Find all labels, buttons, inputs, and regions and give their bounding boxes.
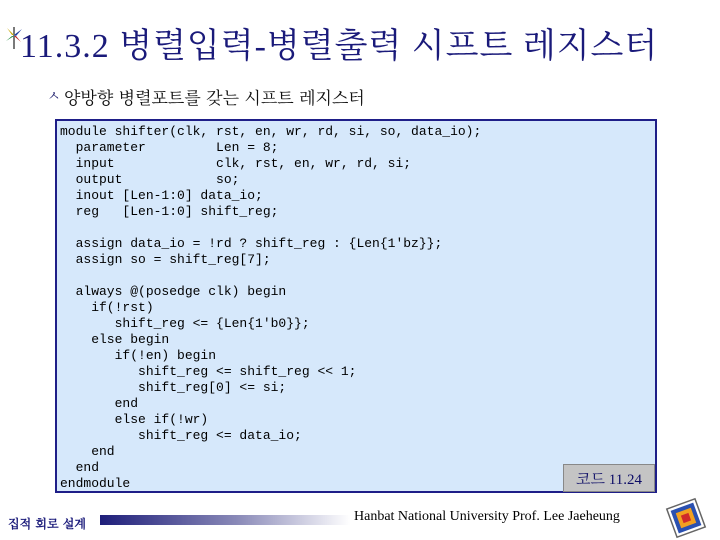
- footer-divider: [100, 515, 350, 525]
- code-line: parameter Len = 8;: [60, 140, 279, 155]
- slide-title: 11.3.2 병렬입력-병렬출력 시프트 레지스터: [20, 28, 659, 65]
- code-line: else begin: [60, 332, 170, 347]
- code-line: inout [Len-1:0] data_io;: [60, 188, 263, 203]
- code-line: input clk, rst, en, wr, rd, si;: [60, 156, 412, 171]
- code-line: endmodule: [60, 476, 131, 491]
- code-line: shift_reg <= {Len{1'b0}};: [60, 316, 310, 331]
- code-line: output so;: [60, 172, 240, 187]
- code-line: end: [60, 444, 115, 459]
- code-line: assign data_io = !rd ? shift_reg : {Len{1'bz}};: [60, 236, 443, 251]
- code-line: always @(posedge clk) begin: [60, 284, 287, 299]
- code-line: reg [Len-1:0] shift_reg;: [60, 204, 279, 219]
- code-line: if(!en) begin: [60, 348, 217, 363]
- code-line: if(!rst): [60, 300, 154, 315]
- footer-credit: Hanbat National University Prof. Lee Jaeheung: [354, 509, 620, 524]
- code-line: shift_reg <= data_io;: [60, 428, 302, 443]
- footer-course-title: 집적 회로 설계: [8, 517, 86, 531]
- university-logo: [664, 496, 708, 540]
- code-line: end: [60, 396, 139, 411]
- code-line: end: [60, 460, 100, 475]
- code-line: shift_reg[0] <= si;: [60, 380, 287, 395]
- code-block: [60, 124, 481, 492]
- code-line: shift_reg <= shift_reg << 1;: [60, 364, 357, 379]
- code-line: assign so = shift_reg[7];: [60, 252, 271, 267]
- code-line: module shifter(clk, rst, en, wr, rd, si, so, data_io);: [60, 124, 482, 139]
- bullet-icon: ㅅ: [47, 89, 61, 105]
- slide-subtitle: 양방향 병렬포트를 갖는 시프트 레지스터: [64, 89, 365, 109]
- code-line: else if(!wr): [60, 412, 209, 427]
- code-caption: 코드 11.24: [563, 464, 655, 492]
